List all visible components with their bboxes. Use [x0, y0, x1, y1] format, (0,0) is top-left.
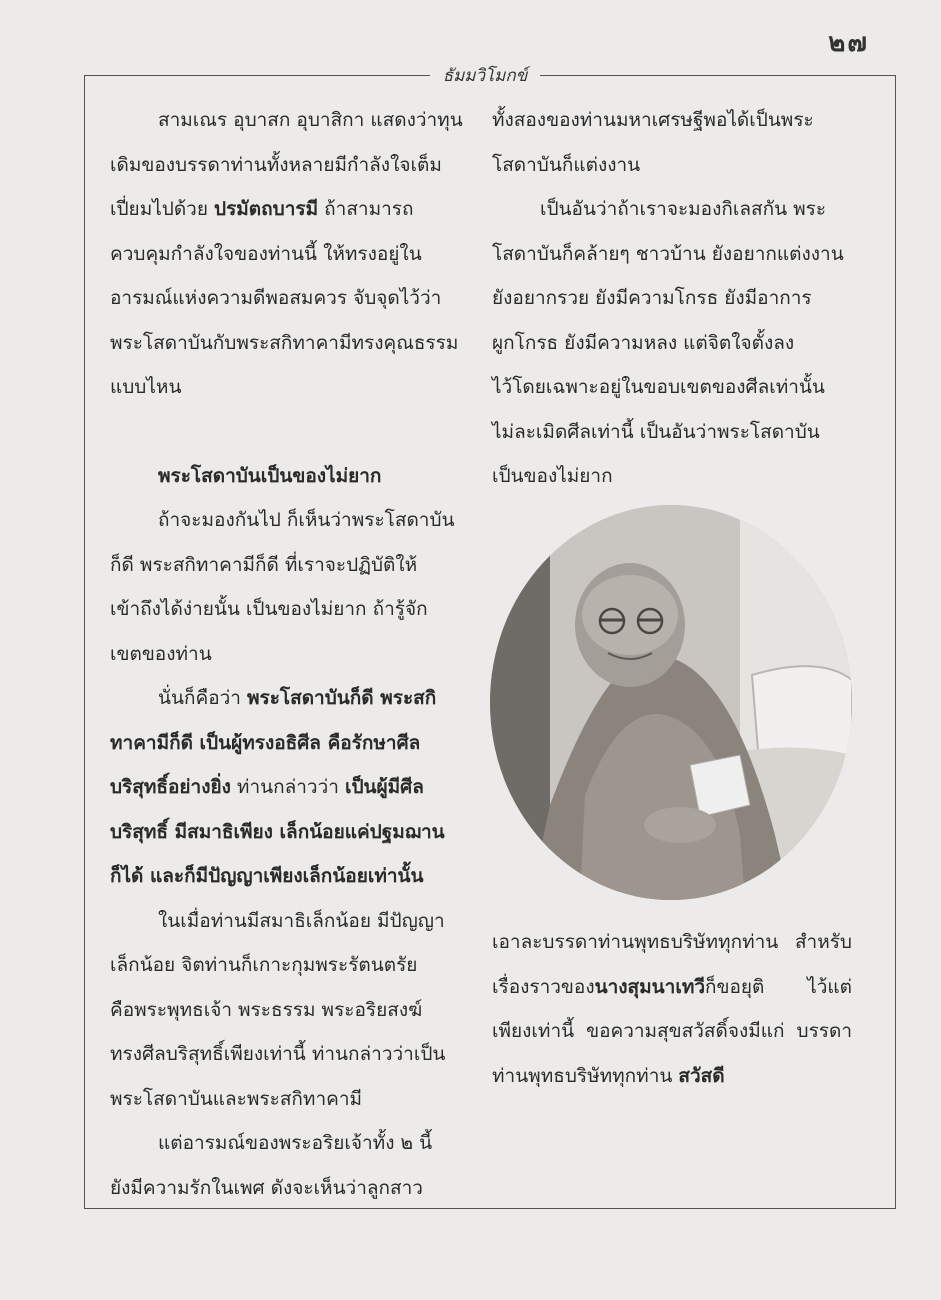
- text-run: ท่านกล่าวว่า: [230, 776, 345, 798]
- paragraph: [110, 899, 468, 1122]
- text-run: นั่นก็คือว่า: [158, 687, 247, 709]
- text-run: ถ้าสามารถ: [318, 198, 414, 220]
- text-line: ผูกโกรธ ยังมีความหลง แต่จิตใจตั้งลง: [492, 331, 795, 354]
- text-line: ก็ดี พระสกิทาคามีก็ดี ที่เราจะปฏิบัติให้: [110, 553, 418, 576]
- text-line: [110, 676, 468, 721]
- page-number: ๒๗: [828, 28, 869, 58]
- text-line: [110, 810, 468, 855]
- text-line: แบบไหน: [110, 376, 182, 398]
- text-line: ไม่ละเมิดศีลเท่านี้ เป็นอันว่าพระโสดาบัน: [492, 420, 820, 443]
- text-line: ไว้แต่เพียงเท่านี้ ขอความสุขสวัสดิ์จงมีแก่: [492, 975, 852, 1042]
- text-line: แต่อารมณ์ของพระอริยเจ้าทั้ง ๒ นี้: [158, 1132, 433, 1154]
- text-run: บรรดาท่านพุทธบริษัททุกท่าน: [492, 1020, 852, 1087]
- paragraph: [492, 98, 852, 187]
- paragraph: [110, 98, 468, 410]
- bold-term: ทาคามีก็ดี เป็นผู้ทรงอธิศีล คือรักษาศีล: [110, 731, 421, 754]
- bold-term: บริสุทธิ์อย่างยิ่ง: [110, 776, 231, 798]
- text-line: พระโสดาบันกับพระสกิทาคามีทรงคุณธรรม: [110, 331, 459, 354]
- text-run: ก็ขอยุติ: [705, 975, 765, 998]
- bold-term: ปรมัตถบารมี: [214, 198, 319, 220]
- right-column: [492, 98, 852, 499]
- bold-term: เป็นผู้มีศีล: [344, 776, 424, 798]
- text-line: ทรงศีลบริสุทธิ์เพียงเท่านี้ ท่านกล่าวว่าเป็น: [110, 1043, 446, 1065]
- text-line: ควบคุมกำลังใจของท่านนี้ ให้ทรงอยู่ใน: [110, 242, 422, 265]
- text-line: เดิมของบรรดาท่านทั้งหลายมีกำลังใจเต็ม: [110, 153, 442, 176]
- paragraph: [492, 187, 852, 499]
- text-line: เขตของท่าน: [110, 642, 212, 665]
- text-line: เล็กน้อย จิตท่านก็เกาะกุมพระรัตนตรัย: [110, 954, 418, 976]
- text-line: [110, 765, 468, 810]
- closing-paragraph: [492, 920, 852, 1098]
- bold-term: บริสุทธิ์ มีสมาธิเพียง เล็กน้อยแค่ปฐมฌาน: [110, 820, 445, 843]
- text-line: โสดาบันก็คล้ายๆ ชาวบ้าน ยังอยากแต่งงาน: [492, 242, 844, 265]
- bold-term: สวัสดี: [678, 1064, 725, 1087]
- text-line: ถ้าจะมองกันไป ก็เห็นว่าพระโสดาบัน: [158, 509, 455, 531]
- text-line: สามเณร อุบาสก อุบาสิกา แสดงว่าทุน: [158, 109, 463, 131]
- text-line: [110, 854, 468, 899]
- paragraph: [110, 498, 468, 676]
- text-line: เข้าถึงได้ง่ายนั้น เป็นของไม่ยาก ถ้ารู้จัก: [110, 598, 428, 620]
- text-run: เปี่ยมไปด้วย: [110, 198, 215, 220]
- text-line: ยังอยากรวย ยังมีความโกรธ ยังมีอาการ: [492, 287, 812, 309]
- text-line: เป็นอันว่าถ้าเราจะมองกิเลสกัน พระ: [540, 198, 827, 220]
- text-line: [110, 187, 468, 232]
- text-run: สำหรับเรื่องราวของ: [492, 931, 852, 998]
- left-column: [110, 98, 468, 1210]
- text-line: [110, 721, 468, 766]
- running-header: ธัมมวิโมกข์: [430, 62, 540, 89]
- bold-term: นางสุมนาเทวี: [594, 975, 706, 998]
- paragraph: [110, 676, 468, 899]
- text-line: อารมณ์แห่งความดีพอสมควร จับจุดไว้ว่า: [110, 287, 442, 309]
- text-line: ในเมื่อท่านมีสมาธิเล็กน้อย มีปัญญา: [158, 909, 445, 932]
- text-line: เอาละบรรดาท่านพุทธบริษัททุกท่าน: [492, 931, 779, 953]
- section-heading: พระโสดาบันเป็นของไม่ยาก: [158, 464, 382, 487]
- bold-term: พระโสดาบันก็ดี พระสกิ: [246, 687, 437, 709]
- monk-portrait-icon: [490, 505, 852, 900]
- text-line: คือพระพุทธเจ้า พระธรรม พระอริยสงฆ์: [110, 998, 423, 1021]
- text-line: ทั้งสองของท่านมหาเศรษฐีพอได้เป็นพระ: [492, 109, 814, 131]
- text-line: ไว้โดยเฉพาะอยู่ในขอบเขตของศีลเท่านั้น: [492, 376, 825, 398]
- text-line: เป็นของไม่ยาก: [492, 465, 613, 487]
- paragraph: [492, 920, 852, 1098]
- bold-term: ก็ได้ และก็มีปัญญาเพียงเล็กน้อยเท่านั้น: [110, 865, 424, 887]
- text-line: ยังมีความรักในเพศ ดังจะเห็นว่าลูกสาว: [110, 1176, 423, 1199]
- text-line: พระโสดาบันและพระสกิทาคามี: [110, 1087, 363, 1110]
- text-line: โสดาบันก็แต่งงาน: [492, 153, 641, 176]
- monk-portrait-photo: [490, 505, 852, 900]
- paragraph: [110, 1121, 468, 1210]
